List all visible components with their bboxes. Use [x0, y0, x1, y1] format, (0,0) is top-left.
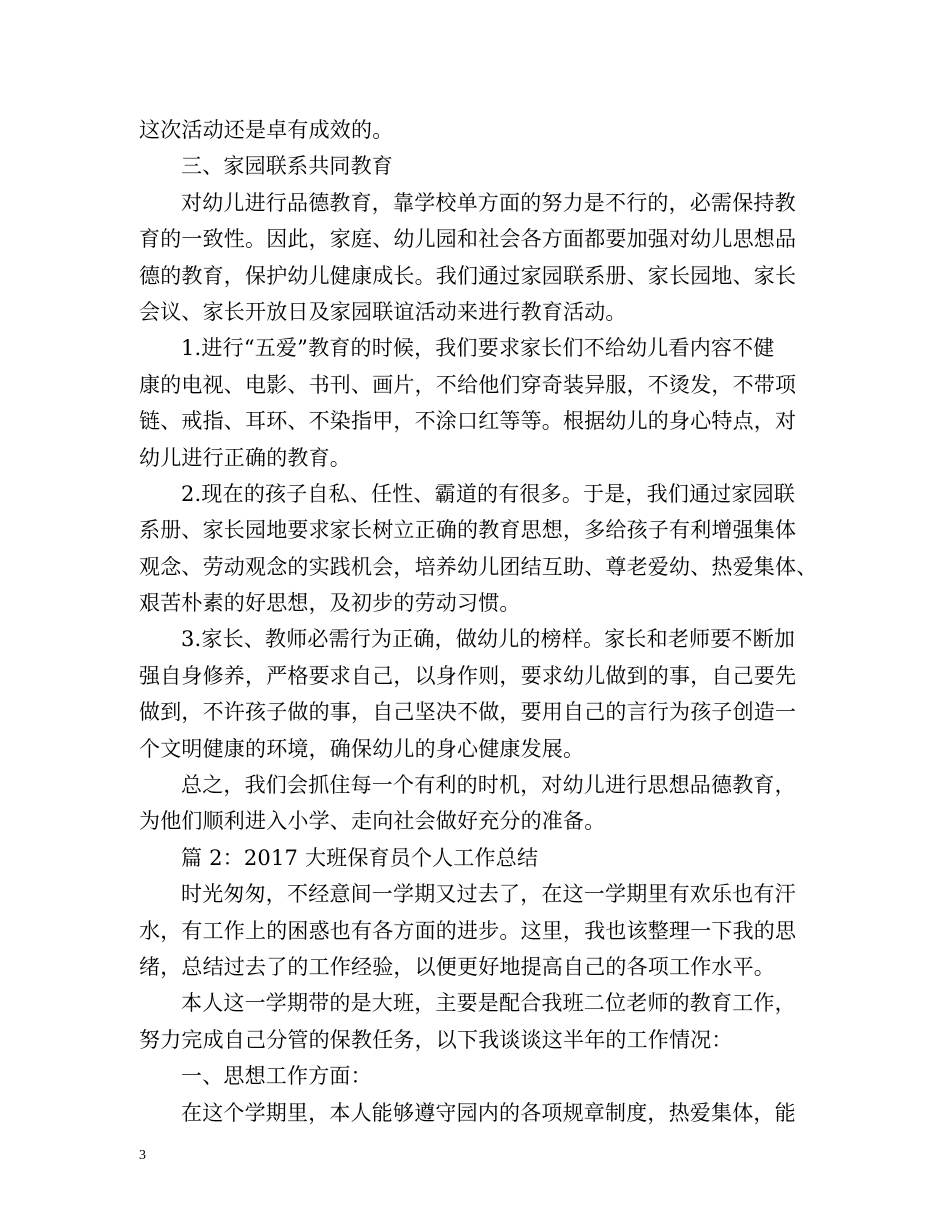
text-line: 对幼儿进行品德教育，靠学校单方面的努力是不行的，必需保持教 — [181, 190, 796, 215]
section-heading: 一、思想工作方面： — [181, 1064, 372, 1089]
text-line: 观念、劳动观念的实践机会，培养幼儿团结互助、尊老爱幼、热爱集体、 — [139, 554, 818, 579]
text-line: 育的一致性。因此，家庭、幼儿园和社会各方面都要加强对幼儿思想品 — [139, 227, 797, 252]
section-heading: 三、家园联系共同教育 — [181, 154, 393, 179]
text-line: 强自身修养，严格要求自己，以身作则，要求幼儿做到的事，自己要先 — [139, 663, 797, 688]
text-line: 为他们顺利进入小学、走向社会做好充分的准备。 — [139, 809, 606, 834]
document-body — [139, 112, 829, 1131]
text-line: 时光匆匆，不经意间一学期又过去了，在这一学期里有欢乐也有汗 — [181, 882, 796, 907]
text-line: 在这个学期里，本人能够遵守园内的各项规章制度，热爱集体，能 — [181, 1100, 796, 1125]
text-line: 会议、家长开放日及家园联谊活动来进行教育活动。 — [139, 299, 627, 324]
text-line: 个文明健康的环境，确保幼儿的身心健康发展。 — [139, 736, 585, 761]
text-line: 幼儿进行正确的教育。 — [139, 445, 351, 470]
text-line: 链、戒指、耳环、不染指甲，不涂口红等等。根据幼儿的身心特点，对 — [139, 409, 797, 434]
text-line: 努力完成自己分管的保教任务，以下我谈谈这半年的工作情况： — [139, 1027, 733, 1052]
text-line: 3.家长、教师必需行为正确，做幼儿的榜样。家长和老师要不断加 — [181, 627, 796, 652]
text-line: 做到，不许孩子做的事，自己坚决不做，要用自己的言行为孩子创造一 — [139, 700, 797, 725]
text-line: 这次活动还是卓有成效的。 — [139, 118, 394, 142]
page-number: 3 — [139, 1148, 146, 1163]
text-line: 艰苦朴素的好思想，及初步的劳动习惯。 — [139, 591, 521, 616]
text-line: 康的电视、电影、书刊、画片，不给他们穿奇装异服，不烫发，不带项 — [139, 372, 797, 397]
text-line: 水，有工作上的困惑也有各方面的进步。这里，我也该整理一下我的思 — [139, 918, 797, 943]
text-line: 系册、家长园地要求家长树立正确的教育思想，多给孩子有利增强集体 — [139, 518, 797, 543]
text-line: 德的教育，保护幼儿健康成长。我们通过家园联系册、家长园地、家长 — [139, 263, 797, 288]
article-heading: 篇 2：2017 大班保育员个人工作总结 — [181, 845, 539, 870]
text-line: 绪，总结过去了的工作经验，以便更好地提高自己的各项工作水平。 — [139, 954, 775, 979]
text-line: 总之，我们会抓住每一个有利的时机，对幼儿进行思想品德教育， — [181, 773, 796, 798]
text-line: 2.现在的孩子自私、任性、霸道的有很多。于是，我们通过家园联 — [181, 481, 796, 506]
text-line: 1.进行“五爱”教育的时候，我们要求家长们不给幼儿看内容不健 — [181, 336, 775, 361]
text-line: 本人这一学期带的是大班，主要是配合我班二位老师的教育工作， — [181, 991, 796, 1016]
